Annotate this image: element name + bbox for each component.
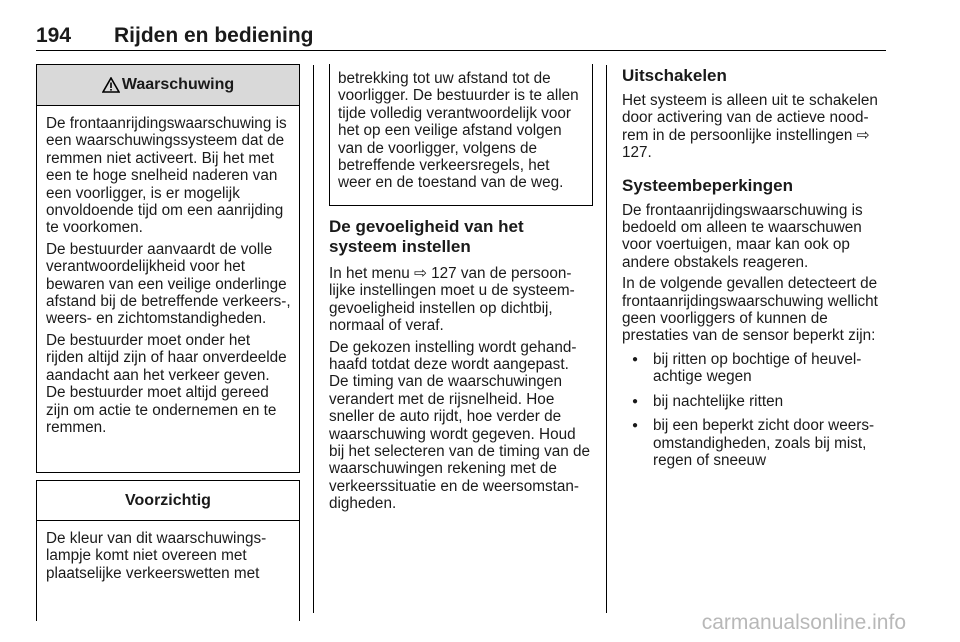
list-item: ● bij een beperkt zicht door weersomstandigheden, zoals bij mist, regen of sneeuw <box>622 417 888 469</box>
limits-paragraph: In de volgende gevallen detecteert de frontaanrijdingswaarschuwing wellicht geen voorliggers of kunnen de prestaties van de sensor beperkt zijn: <box>622 275 878 345</box>
caution-text: De kleur van dit waarschuwingslampje komt niet overeen met plaatselijke verkeerswetten met <box>46 530 267 582</box>
switch-off-heading: Uitschakelen <box>622 66 727 85</box>
warning-paragraph: De bestuurder aanvaardt de volle verantwoordelijkheid voor het bewaren van een veilige onderlinge afstand bij de betreffende verkeers-, weers- en zichtomstandigheden. <box>46 240 291 328</box>
sensitivity-paragraph: De gekozen instelling wordt gehandhaafd totdat deze wordt aangepast. De timing van de waarschuwingen verandert met de rijsnelheid. Hoe sneller de auto rijdt, hoe verder de waarschuwing wordt gegeven. Houd bij het selecteren van de timing van de waarschuwingen rekening met de verkeerssituatie en de weersomstandigheden. <box>329 338 591 513</box>
warning-title: Waarschuwing <box>121 76 235 93</box>
warning-header <box>37 65 299 106</box>
list-item: ● bij nachtelijke ritten <box>622 393 888 410</box>
caution-title: Voorzichtig <box>125 491 211 509</box>
caution-box-continued <box>329 64 593 206</box>
caution-header <box>37 481 299 521</box>
watermark: carmanualsonline.info <box>701 611 906 634</box>
warning-box <box>36 64 300 473</box>
warning-paragraph: De bestuurder moet onder het rijden altijd zijn of haar onverdeelde aandacht aan het verkeer geven. De bestuurder moet altijd gereed zijn om actie te ondernemen en te remmen. <box>46 331 287 436</box>
column-divider-right <box>606 65 607 613</box>
limits-list <box>622 351 888 469</box>
sensitivity-section <box>329 217 591 517</box>
switch-off-text: Het systeem is alleen uit te schakelen door activering van de actieve noodrem in de persoonlijke instellingen ⇨ 127. <box>622 92 878 162</box>
sensitivity-paragraph: In het menu ⇨ 127 van de persoonlijke instellingen moet u de systeemgevoeligheid instellen op dichtbij, normaal of veraf. <box>329 265 575 335</box>
sensitivity-heading: De gevoeligheid van het systeem instellen <box>329 217 524 256</box>
page-title: Rijden en bediening <box>114 24 314 47</box>
limits-paragraph: De frontaanrijdingswaarschuwing is bedoeld om alleen te waarschuwen voor voertuigen, maar kan ook op andere obstakels reageren. <box>622 201 863 271</box>
right-column <box>622 66 888 476</box>
list-item: ● bij ritten op bochtige of heuvelachtige wegen <box>622 351 888 386</box>
caution-continued-text: betrekking tot uw afstand tot de voorligger. De bestuurder is te allen tijde volledig verantwoordelijk voor het op een veilige afstand volgen van de voorligger, volgens de betreffende verkeersregels, het weer en de toestand van de weg. <box>338 70 579 192</box>
warning-triangle-icon <box>102 77 120 93</box>
caution-box <box>36 480 300 621</box>
limits-heading: Systeembeperkingen <box>622 175 794 195</box>
column-divider-left <box>313 65 314 613</box>
page-header <box>36 20 886 51</box>
warning-paragraph: De frontaanrijdingswaarschuwing is een waarschuwingssysteem dat de remmen niet activeert. Bij het met een te hoge snelheid naderen van een voorligger, is er mogelijk onvoldoende tijd om een aanrijding te voorkomen. <box>46 115 287 237</box>
page-number: 194 <box>36 24 72 47</box>
